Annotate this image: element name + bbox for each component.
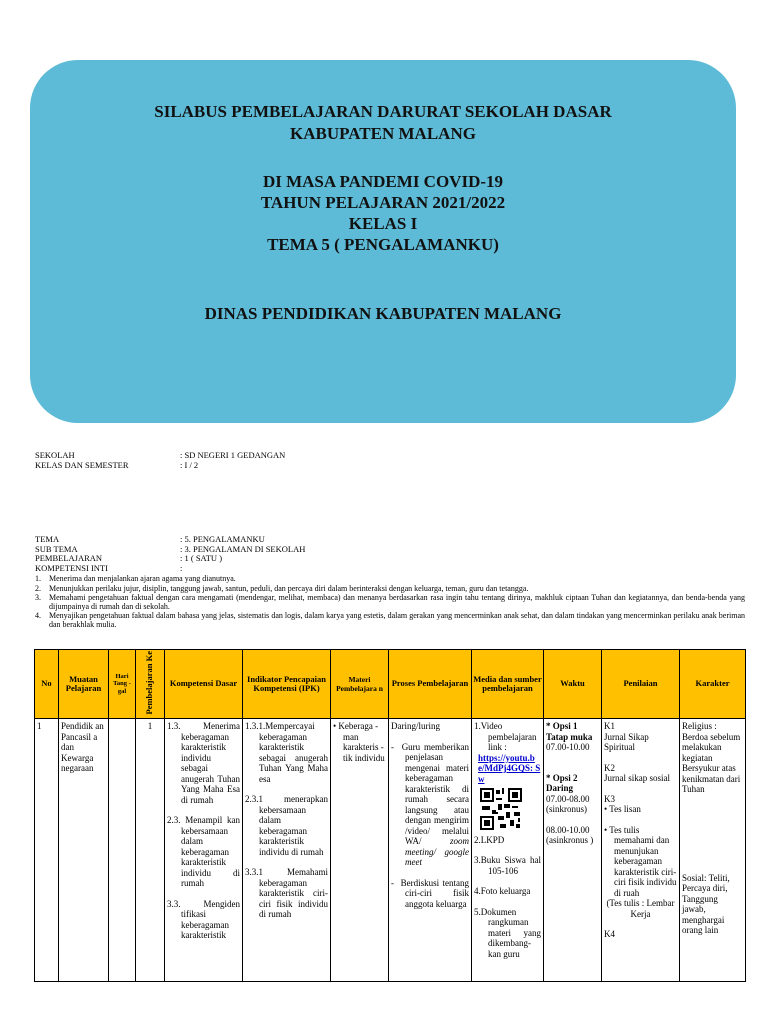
- title-banner: [30, 60, 736, 423]
- table-row: [35, 719, 746, 982]
- kd-number: 1.3.: [167, 721, 181, 731]
- ipk-item: [245, 721, 328, 784]
- header-waktu: Waktu: [544, 650, 602, 719]
- waktu-time: 08.00-10.00 (asinkronus ): [546, 824, 594, 845]
- penilaian-label: K1: [604, 721, 615, 731]
- cell-proses: [389, 719, 472, 982]
- karakter-religius: Religius : Berdoa sebelum melakukan kegiatan Bersyukur atas kenikmatan dari Tuhan: [682, 721, 741, 794]
- penilaian-text: Jurnal Sikap Spiritual: [604, 731, 649, 752]
- header-muatan: Muatan Pelajaran: [59, 650, 109, 719]
- media-item: 5.Dokumen rangkuman materi yang dikembang- kan guru: [474, 906, 541, 959]
- identity-label: SEKOLAH: [35, 450, 75, 460]
- list-item-number: 3.: [35, 593, 41, 603]
- ipk-number: 1.3.1.: [245, 721, 266, 731]
- cell-penilaian: [602, 719, 680, 982]
- ipk-item: [245, 867, 328, 920]
- kd-item: [167, 721, 240, 805]
- theme-label: SUB TEMA: [35, 543, 78, 554]
- banner-title-line7: DINAS PENDIDIKAN KABUPATEN MALANG: [204, 304, 562, 323]
- waktu-option: * Opsi 2 Daring: [546, 772, 578, 793]
- ipk-text: Memahami keberagaman karakteristik ciri-ciri fisik individu di rumah: [259, 867, 328, 919]
- list-item: [35, 594, 745, 611]
- ipk-text: Mempercayai keberagaman karakteristik sebagai anugerah Tuhan Yang Maha esa: [259, 721, 328, 784]
- cell-kd: [165, 719, 243, 982]
- theme-value: :: [180, 562, 183, 573]
- banner-title-line6: TEMA 5 ( PENGALAMANKU): [267, 235, 499, 254]
- header-pembelajaran-label: Pembelajaran Ke: [144, 651, 155, 715]
- penilaian-item-text: Tes lisan: [609, 804, 641, 814]
- list-item: [35, 575, 745, 584]
- header-materi: Materi Pembelajara n: [331, 650, 389, 719]
- syllabus-table: [34, 649, 746, 982]
- banner-title-line2: KABUPATEN MALANG: [290, 124, 476, 143]
- cell-pembelajaran: 1: [136, 719, 165, 982]
- banner-title-line1: SILABUS PEMBELAJARAN DARURAT SEKOLAH DASAR: [154, 102, 612, 121]
- cell-hari: [109, 719, 136, 982]
- media-item: 3.Buku Siswa hal 105-106: [474, 855, 541, 876]
- list-item-text: Menunjukkan perilaku jujur, disiplin, tanggung jawab, santun, peduli, dan percaya diri dalam berinteraksi dengan keluarga, teman, guru dan tetangga.: [49, 583, 529, 593]
- list-item-text: Menyajikan pengetahuan faktual dalam bahasa yang jelas, sistematis dan logis, dalam karya yang estetis, dalam gerakan yang mencerminkan anak sehat, dan dalam tindakan yang mencerminkan perilaku anak beriman dan berakhlak mulia.: [49, 611, 745, 629]
- list-item-text: Memahami pengetahuan faktual dengan cara mengamati (mendengar, melihat, membaca) dan menanya berdasarkan rasa ingin tahu tentang dirinya, makhluk ciptaan Tuhan dan kegiatannya, dan benda-benda yang dijumpainya di rumah dan di sekolah.: [49, 593, 745, 611]
- penilaian-item-text: Tes tulis memahami dan menunjukan keberagaman karakteristik ciri-ciri fisik individu di ruah: [609, 824, 677, 898]
- list-item-number: 1.: [35, 574, 41, 583]
- materi-text: Keberaga -man karakteris -: [338, 721, 384, 752]
- header-no: No: [35, 650, 59, 719]
- header-proses: Proses Pembelajaran: [389, 650, 472, 719]
- kd-item: [167, 815, 240, 889]
- identity-value: : I / 2: [180, 460, 199, 470]
- header-karakter: Karakter: [680, 650, 746, 719]
- proses-italic-text: zoom meeting/ google meet: [405, 836, 469, 867]
- theme-value: : 5. PENGALAMANKU: [180, 534, 265, 544]
- cell-waktu: [544, 719, 602, 982]
- kd-item: [167, 899, 240, 941]
- header-ipk: Indikator Pencapaian Kompetensi (IPK): [243, 650, 331, 719]
- penilaian-text: Jurnal sikap sosial: [604, 773, 670, 783]
- theme-label: KOMPETENSI INTI: [35, 562, 108, 573]
- list-item-text: Menerima dan menjalankan ajaran agama yang dianutnya.: [49, 574, 236, 583]
- list-item-number: 4.: [35, 611, 41, 621]
- banner-title-line3: DI MASA PANDEMI COVID-19: [262, 172, 504, 191]
- proses-text: Berdiskusi tentang ciri-ciri fisik anggota keluarga: [400, 877, 469, 909]
- kd-number: 3.3.: [167, 898, 181, 909]
- theme-label: PEMBELAJARAN: [35, 553, 103, 563]
- qr-code-graphic: [480, 788, 522, 830]
- cell-karakter: [680, 719, 746, 982]
- list-item: [35, 612, 745, 629]
- theme-label: TEMA: [35, 534, 60, 544]
- identity-block: [35, 451, 435, 473]
- theme-value: : 1 ( SATU ): [180, 553, 223, 563]
- cell-materi: [331, 719, 389, 982]
- cell-media: [472, 719, 544, 982]
- media-item: 4.Foto keluarga: [474, 886, 531, 896]
- theme-value: : 3. PENGALAMAN DI SEKOLAH: [180, 543, 306, 554]
- ipk-item: [245, 794, 328, 857]
- penilaian-label: K3: [604, 793, 615, 804]
- cell-ipk: [243, 719, 331, 982]
- proses-mode: Daring/luring: [391, 721, 440, 731]
- materi-item: tik individu: [343, 752, 385, 763]
- kd-text: Menerima keberagaman karakteristik individu sebagai anugerah Tuhan Yang Maha Esa di rumah: [181, 721, 240, 805]
- proses-item: - Berdiskusi tentang ciri-ciri fisik anggota keluarga: [391, 877, 469, 909]
- kd-number: 2.3.: [167, 815, 181, 825]
- ipk-text: menerapkan kebersamaan dalam keberagaman karakteristik individu di rumah: [259, 794, 328, 857]
- header-hari: Hari Tang -gal: [109, 650, 136, 719]
- header-pembelajaran: [136, 650, 165, 719]
- karakter-sosial: Sosial: Teliti, Percaya diri, Tanggung jawab, menghargai orang lain: [682, 872, 730, 935]
- ipk-number: 3.3.1: [245, 867, 263, 877]
- kompetensi-inti-list: [35, 575, 745, 631]
- media-item: 2.LKPD: [474, 834, 505, 845]
- table-header-row: [35, 650, 746, 719]
- waktu-time: 07.00-08.00 (sinkronus): [546, 793, 590, 814]
- proses-item: - Guru memberikan penjelasan mengenai materi keberagaman karakteristik di rumah secara langsung atau dengan mengirim /video/ melalui WA/ zoom meeting/ google meet: [391, 741, 470, 867]
- waktu-option: * Opsi 1 Tatap muka: [546, 721, 593, 742]
- kd-text: Menampil kan kebersamaan dalam keberagaman karakteristik individu di rumah: [181, 815, 240, 888]
- header-media: Media dan sumber pembelajaran: [472, 650, 544, 719]
- list-item-number: 2.: [35, 583, 41, 593]
- identity-label: KELAS DAN SEMESTER: [35, 460, 129, 470]
- penilaian-label: K2: [604, 762, 615, 773]
- theme-block: [35, 535, 435, 575]
- identity-value: : SD NEGERI 1 GEDANGAN: [180, 450, 286, 460]
- penilaian-label: K4: [604, 929, 615, 939]
- materi-item: • Keberaga -man karakteris -: [333, 721, 384, 752]
- cell-muatan: Pendidik an Pancasil a dan Kewarga negaraan: [59, 719, 109, 982]
- media-item: 1.Video pembelajaran link :: [474, 721, 537, 752]
- proses-text: Guru memberikan penjelasan mengenai materi keberagaman karakteristik di rumah secara langsung atau dengan mengirim /video/ melalui WA/: [401, 741, 470, 846]
- banner-title-line5: KELAS I: [348, 214, 418, 233]
- list-item: [35, 585, 745, 594]
- video-link[interactable]: https://youtu.be/MdPj4GQS: Sw: [478, 752, 541, 784]
- header-penilaian: Penilaian: [602, 650, 680, 719]
- waktu-time: 07.00-10.00: [546, 742, 590, 752]
- qr-code-icon: [480, 788, 541, 833]
- penilaian-text: (Tes tulis : Lembar Kerja: [606, 898, 675, 919]
- banner-title-line4: TAHUN PELAJARAN 2021/2022: [260, 193, 506, 212]
- penilaian-item: • Tes tulis memahami dan menunjukan keberagaman karakteristik ciri-ciri fisik individu di ruah: [604, 824, 677, 898]
- kd-text: Mengiden tifikasi keberagaman karakteristik: [181, 898, 240, 940]
- penilaian-item: • Tes lisan: [604, 804, 641, 814]
- cell-no: 1: [35, 719, 59, 982]
- header-kd: Kompetensi Dasar: [165, 650, 243, 719]
- ipk-number: 2.3.1: [245, 794, 263, 804]
